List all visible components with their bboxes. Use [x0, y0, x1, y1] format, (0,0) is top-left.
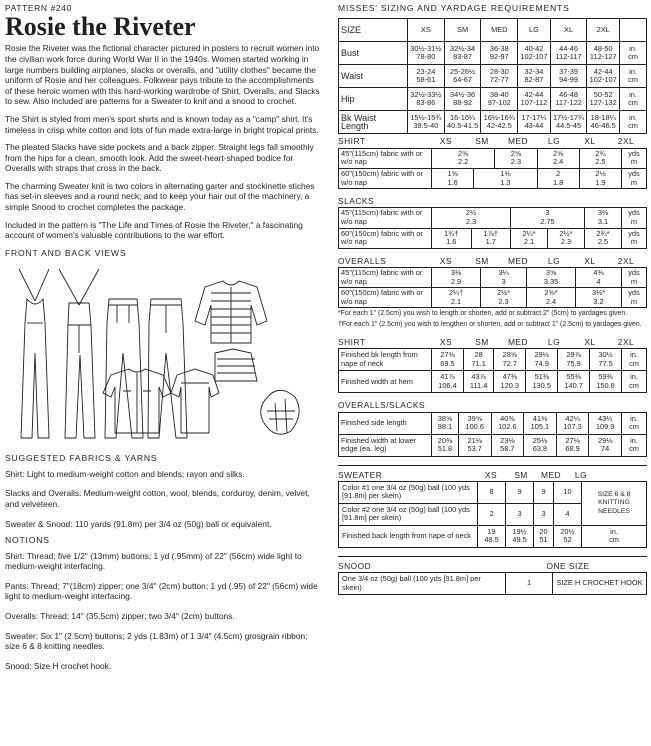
- size-label: SIZE: [339, 19, 408, 42]
- intro-paragraph-1: Rosie the Riveter was the fictional character pictured in posters to recruit women into the civilian work force during World War II in the 1940s. Women started working in large numbers building airplanes, slacks or overalls, and "utility clothes" became the uniform of Rosie and her colleagues. Folkwear pays tribute to the accomplishments of these heroic women with this hard-working wardrobe of Shirt, Overalls, and Slacks to sew. Also included are patterns for a Sweater to knit and a snood to crochet.: [5, 43, 320, 107]
- slacks-yardage-table: 45"(115cm) fabric with or w/o nap 2½ 2.3 3 2.75 3⅜ 3.1 yds m 60"(150cm) fabric with or w/o nap 1¾† 1.6 1⅞† 1.7 2¼* 2.1 2½* 2.3 2¾* 2.5 yds m: [338, 207, 647, 248]
- row-label: Waist: [339, 65, 408, 88]
- cell: 32-34 82-87: [518, 65, 551, 88]
- size-med: MED: [481, 19, 518, 42]
- size-xl: XL: [550, 19, 587, 42]
- finished-shirt-table: Finished bk length from nape of neck 27⅜ 69.5 28 71.1 28⅝ 72.7 29½ 74.9 29⅞ 75.9 30½ 77.5 in. cm Finished width at hem 41⅞ 106.4 43⅞ 111.4 47⅜ 120.3 51⅜ 130.5 55⅜ 140.7 59⅜ 150.8 in. cm: [338, 348, 647, 393]
- intro-paragraph-4: The charming Sweater knit is two colors in alternating garter and stockinette stiches has set-in sleeves and a round neck; and to keep your hair out of the machinery, a simple Snood to crochet completes the package.: [5, 180, 315, 213]
- shirt-yardage-header: SHIRT XS SM MED LG XL 2XL: [338, 136, 635, 147]
- cell: 40-42 102-107: [518, 42, 551, 65]
- yardage-note-1: *For each 1" (2.5cm) you wish to length or shorten, add or subtract 2" (5cm) to yardages given.: [338, 310, 628, 318]
- notions-shirt: Shirt: Thread; five 1/2" (13mm) buttons; 1 yd (.95mm) of 22" (56cm) wide light to medium-weight interfacing.: [5, 550, 302, 572]
- size-sm: SM: [444, 19, 481, 42]
- unit: in. cm: [620, 42, 647, 65]
- notions-snood: Snood: Size H crochet hook.: [5, 660, 112, 671]
- cell: 15½-15¾ 39.5-40: [408, 111, 445, 134]
- cell: 48-50 112-127: [587, 42, 620, 65]
- notions-overalls: Overalls: Thread; 14" (35.5cm) zipper; two 3/4" (2cm) buttons.: [5, 611, 235, 622]
- cell: 32½-34 83-87: [444, 42, 481, 65]
- row-label: Bk Waist Length: [339, 111, 408, 134]
- overalls-yardage-table: 45"(115cm) fabric with or w/o nap 3⅛ 2.9 3¼ 3 3⅝ 3.35 4⅜ 4 yds m 60"(150cm) fabric with or w/o nap 2¼† 2.1 2½* 2.3 2⅝* 2.4 3½* 3.2 yds m: [338, 267, 647, 308]
- slacks-yardage-header: SLACKS: [338, 196, 375, 207]
- unit: in. cm: [620, 111, 647, 134]
- section-title: SHIRT: [338, 136, 366, 147]
- views-heading: FRONT AND BACK VIEWS: [5, 247, 127, 258]
- shirt-front-drawing: [103, 369, 171, 433]
- size-2xl: 2XL: [587, 19, 620, 42]
- cell: 17½-17¾ 44.5-45: [550, 111, 587, 134]
- overalls-yardage: [338, 254, 647, 329]
- snood-header: SNOOD ONE SIZE: [338, 560, 590, 571]
- sweater-section: [338, 468, 647, 548]
- left-column: [5, 3, 322, 680]
- sizing-row-hip: [339, 88, 647, 111]
- garment-illustrations: [5, 263, 322, 445]
- sizing-heading: MISSES' SIZING AND YARDAGE REQUIREMENTS: [338, 3, 570, 13]
- garment-drawings: [5, 263, 322, 445]
- sizing-row-waist: [339, 65, 647, 88]
- sizing-row-bust: [339, 42, 647, 65]
- cell: 28-30 72-77: [481, 65, 518, 88]
- cell: 16½-16¾ 42-42.5: [481, 111, 518, 134]
- sweater-back-drawing: [215, 349, 257, 381]
- finished-overalls-slacks: [338, 398, 647, 456]
- cell: 17-17¼ 43-44: [518, 111, 551, 134]
- cell: 18-18¼ 46-46.5: [587, 111, 620, 134]
- sweater-header: SWEATER XS SM MED LG: [338, 469, 588, 480]
- size-lg: LG: [518, 19, 551, 42]
- sweater-drawing: [195, 281, 267, 343]
- notions-pants: Pants: Thread; 7"(18cm) zipper; one 3/4" (2cm) button; 1 yd (.95) of 22" (56cm) wide light to medium-weight interfacing.: [5, 580, 318, 602]
- pattern-number: PATTERN #240: [5, 3, 72, 13]
- cell: 44-46 112-117: [550, 42, 587, 65]
- cell: 42-44 107-112: [518, 88, 551, 111]
- slacks-yardage: [338, 194, 647, 249]
- cell: 16-16¼ 40.5-41.5: [444, 111, 481, 134]
- finished-overalls-header: OVERALLS/SLACKS: [338, 400, 426, 411]
- row-label: Hip: [339, 88, 408, 111]
- shirt-yardage-table: 45"(115cm) fabric with or w/o nap 2⅜ 2.2 2⅝ 2.3 2⅝ 2.4 2¾ 2.5 yds m 60"(150cm) fabric with or w/o nap 1⅝ 1.6 1⅜ 1.3 2 1.8 2⅛ 1.9 yds m: [338, 148, 647, 189]
- unit: in. cm: [620, 65, 647, 88]
- finished-overalls-table: Finished side length 38⅝ 98.1 39⅝ 100.6 40⅜ 102.6 41⅜ 105.1 42¼ 107.3 43¼ 109.9 in. cm Finished width at lower edge (ea. leg) 20⅜ 51.8 21⅛ 53.7 23⅛ 58.7 25⅛ 63.8 27⅛ 68.9 29⅛ 74 in. cm: [338, 412, 647, 457]
- cell: 30½-31½ 78-80: [408, 42, 445, 65]
- divider: [338, 465, 647, 466]
- cell: 42-44 102-107: [587, 65, 620, 88]
- intro-paragraph-5: Included in the pattern is "The Life and Times of Rosie the Riveter," a fascinating account of women's valuable contributions to the war effort.: [5, 219, 303, 241]
- right-column: [338, 3, 647, 600]
- notions-heading: NOTIONS: [5, 535, 50, 546]
- sizing-header-row: [339, 19, 647, 42]
- cell: 36-38 92-97: [481, 42, 518, 65]
- shirt-back-drawing: [171, 369, 219, 433]
- cell: 46-48 117-122: [550, 88, 587, 111]
- fabrics-section: [5, 453, 322, 671]
- cell: 23-24 58-61: [408, 65, 445, 88]
- intro-paragraph-3: The pleated Slacks have side pockets and a back zipper. Straight legs fall smoothly from the hips for a clean, smooth look. Add the sweet-heart-shaped bodice for Overalls with straps that cross in the back.: [5, 142, 314, 174]
- divider: [338, 556, 647, 557]
- finished-shirt: [338, 335, 647, 393]
- cell: 32½-33½ 83-86: [408, 88, 445, 111]
- sweater-table: Color #1 one 3/4 oz (50g) ball (100 yds [91.8m] per skein) 8 9 9 10 SIZE 6 & 8 KNITTING NEEDLES Color #2 one 3/4 oz (50g) ball (100 yds [91.8m] per skein) 2 3 3 4 Finished back length from nape of neck 19 48.5 19½ 49.5 20 51 20½ 52 in. cm: [338, 481, 647, 548]
- cell: 34½-36 88-92: [444, 88, 481, 111]
- unit-col: [620, 19, 647, 42]
- fabric-shirt: Shirt: Light to medium-weight cotton and blends; rayon and silks.: [5, 468, 245, 479]
- page-title: Rosie the Riveter: [5, 12, 196, 42]
- cell: 50-52 127-132: [587, 88, 620, 111]
- cell: 37-39 94-99: [550, 65, 587, 88]
- sizing-row-bk-waist: [339, 111, 647, 134]
- finished-shirt-header: SHIRT XS SM MED LG XL 2XL: [338, 337, 635, 348]
- fabric-slacks-overalls: Slacks and Overalls: Medium-weight cotton, wool, blends, corduroy, denim, velvet, and velveteen.: [5, 488, 310, 510]
- needles-note: SIZE 6 & 8 KNITTING NEEDLES: [582, 481, 647, 525]
- size-xs: XS: [408, 19, 445, 42]
- shirt-yardage: [338, 134, 647, 189]
- cell: 25-26½ 64-67: [444, 65, 481, 88]
- snood-section: [338, 559, 647, 595]
- snood-drawing: [261, 391, 299, 435]
- snood-table: One 3/4 oz (50g) ball (100 yds [91.8m] per skein) 1 SIZE H CROCHET HOOK: [338, 572, 647, 595]
- fabrics-heading: SUGGESTED FABRICS & YARNS: [5, 453, 158, 464]
- yarn-sweater-snood: Sweater & Snood: 110 yards (91.8m) per 3/4 oz (50g) ball or equivalent.: [5, 518, 272, 529]
- overalls-yardage-header: OVERALLS XS SM MED LG XL 2XL: [338, 255, 635, 266]
- notions-sweater: Sweater: Six 1" (2.5cm) buttons; 2 yds (1.83m) of 1 3/4" (4.5cm) grosgrain ribbon; size 6 & 8 knitting needles.: [5, 630, 308, 652]
- overalls-back-drawing: [59, 269, 99, 438]
- cell: 38-40 97-102: [481, 88, 518, 111]
- yardage-note-2: †For each 1" (2.5cm) you wish to lengthen or shorten, add or subtract 1" (2.5cm) to yardages given.: [338, 320, 642, 328]
- intro-paragraph-2: The Shirt is styled from men's sport shirts and is known today as a "camp" shirt. It's timeless in crisp white cotton and lots of fun made extra-large in bright tropical prints.: [5, 113, 319, 135]
- sizing-table: [338, 18, 647, 134]
- overalls-front-drawing: [19, 269, 49, 438]
- unit: in. cm: [620, 88, 647, 111]
- row-label: Bust: [339, 42, 408, 65]
